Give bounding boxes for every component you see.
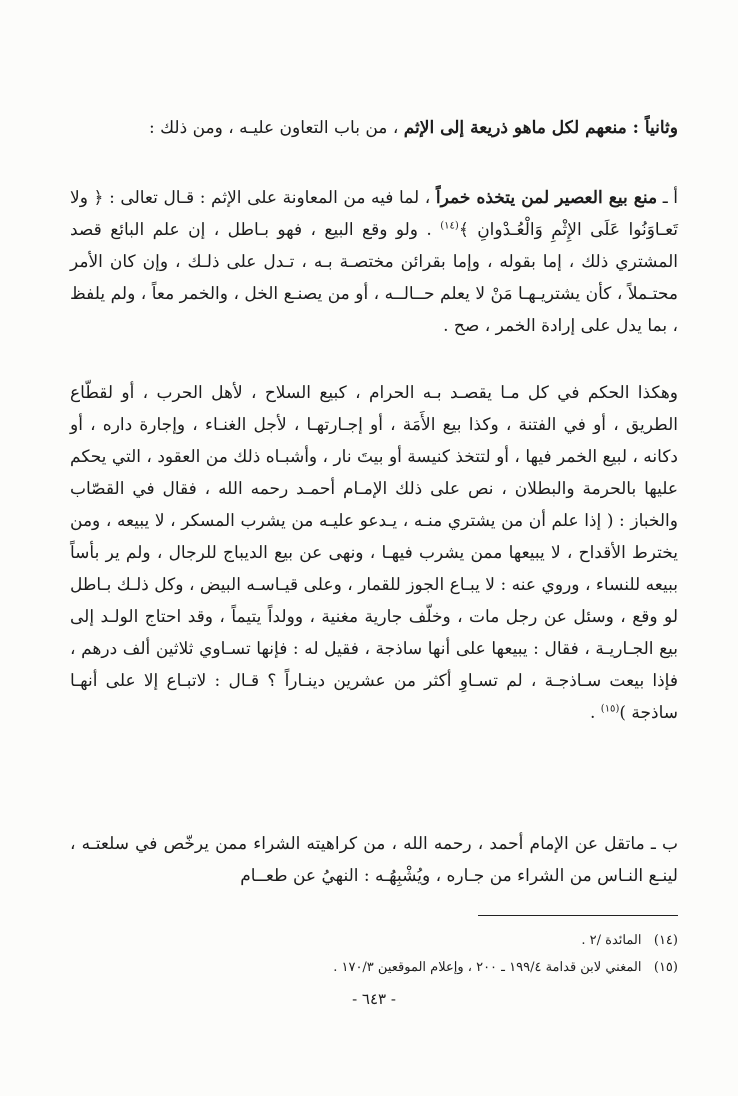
paragraph-body: ، لما فيه من المعاونة على الإثم : قـال تعالى : ﴿ ولا تَعـاوَنُوا عَلَى الإِثْمِ وَالْعُـدْوانِ ﴾ <box>70 188 679 240</box>
paragraph-ruling <box>70 377 678 729</box>
footnote-text: المغني لابن قدامة ١٩٩/٤ ـ ٢٠٠ ، وإعلام الموقعين ١٧٠/٣ . <box>333 960 642 975</box>
paragraph-body: ب ـ ماتقل عن الإمام أحمد ، رحمه الله ، من كراهيته الشراء ممن يرخّص في سلعتـه ، لينـع النـاس من الشراء من جـاره ، ويُشْبِهُـه : النهيُ عن طعــام <box>70 834 678 886</box>
paragraph-body-cont: . ولو وقع البيع ، فهو بـاطل ، إن علم البائع قصد المشتري ذلك ، إما بقوله ، وإما بقرائن مختصـة بـه ، تـدل على ذلـك ، وإن كان الأمر محتـملاً ، كأن يشتريـهـا مَنْ لا يعلم حــالــه ، أو من يصنـع الخل ، والخمر معاً ، ولم يلفظ ، بما يدل على إرادة الخمر ، صح . <box>70 220 678 336</box>
paragraph-secondly <box>70 112 678 144</box>
footnote-ref-15[interactable]: (١٥) <box>600 703 620 715</box>
list-marker: أ ـ <box>657 188 678 208</box>
paragraph-lead: منع بيع العصير لمن يتخذه خمراً <box>435 188 658 208</box>
footnote-ref-14[interactable]: (١٤) <box>440 220 459 232</box>
paragraph-juice-sale <box>70 182 678 342</box>
footnote-number: (١٤) <box>653 933 678 948</box>
book-page <box>70 0 678 1096</box>
page-number: - ٦٤٣ - <box>352 990 396 1008</box>
paragraph-body: ، من باب التعاون عليـه ، ومن ذلك : <box>148 118 404 138</box>
footnote-text: المائدة /٢ . <box>581 933 642 948</box>
footnote-15 <box>70 957 678 979</box>
paragraph-tail: . <box>589 703 601 723</box>
footnote-divider <box>478 915 678 916</box>
footnote-number: (١٥) <box>653 960 678 975</box>
paragraph-body: وهكذا الحكم في كل مـا يقصـد بـه الحرام ، كبيع السلاح ، لأهل الحرب ، أو لقطّاع الطريق ، أو في الفتنة ، وكذا بيع الأَمَة ، أو إجـارتهـا ، لأجل الغنـاء ، وإجارة داره ، أو دكانه ، لبيع الخمر فيها ، أو لتتخذ كنيسة أو بيتَ نار ، وأشبـاه ذلك من العقود ، التي يحكم عليها بالحرمة والبطلان ، نص على ذلك الإمـام أحمـد رحمه الله ، فقال في القصّاب والخباز : ( إذا علم أن من يشتري منـه ، يـدعو عليـه من يشرب المسكر ، لا يبيعه ، ومن يخترط الأقداح ، لا يبيعها ممن يشرب فيهـا ، ونهى عن بيع الديباج للرجال ، ولم ير بأساً ببيعه للنساء ، وروي عنه : لا يبـاع الجوز للقمار ، وعلى قيـاسـه البيض ، وكل ذلـك بـاطل لو وقع ، وسئل عن رجل مات ، وخلّف جارية مغنية ، وولداً يتيماً ، وقد احتاج الولـد إلى بيع الجـاريـة ، فقال : يبيعها على أنها ساذجة ، فقيل له : فإنها تسـاوي ثلاثين ألف درهم ، فإذا بيعت سـاذجـة ، لم تسـاوِ أكثر من عشرين دينـاراً ؟ قـال : لاتبـاع إلا على أنهـا ساذجة ) <box>70 383 678 723</box>
paragraph-imam-ahmad <box>70 828 678 892</box>
footnote-14 <box>70 930 678 952</box>
paragraph-lead: وثانياً : منعهم لكل ماهو ذريعة إلى الإثم <box>403 118 678 138</box>
